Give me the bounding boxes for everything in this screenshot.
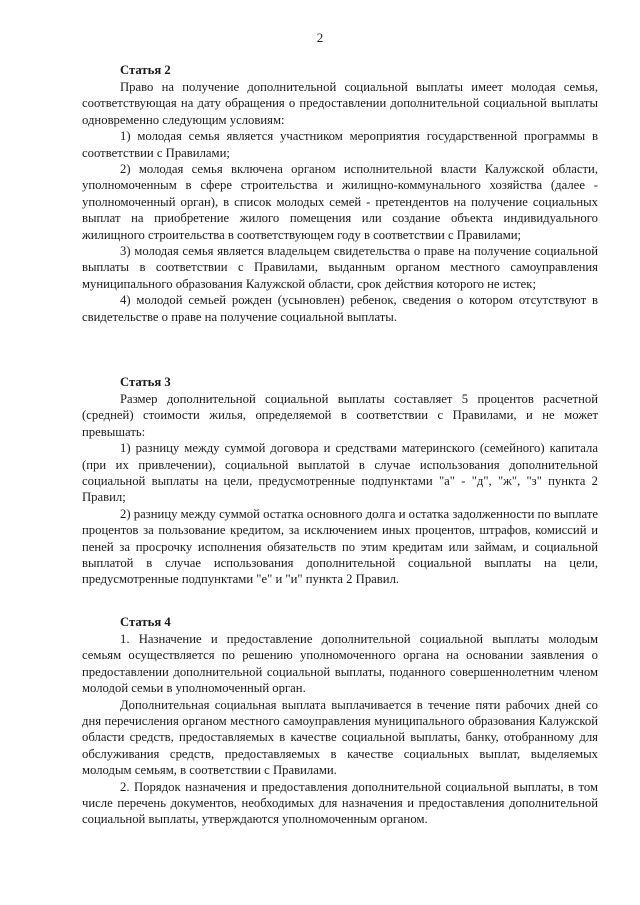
article-2	[82, 62, 598, 325]
article-3	[82, 374, 598, 588]
paragraph: Дополнительная социальная выплата выплачивается в течение пяти рабочих дней со дня перечисления органом местного самоуправления муниципального образования Калужской области средств, предоставляемых в качестве социальной выплаты, банку, отобранному для обслуживания средств, предоставляемых в качестве социальных выплат, выделяемых молодым семьям, в соответствии с Правилами.	[82, 697, 598, 778]
paragraph: Право на получение дополнительной социальной выплаты имеет молодая семья, соответствующая на дату обращения о предоставлении дополнительной социальной выплаты одновременно следующим условиям:	[82, 80, 598, 127]
article-heading: Статья 2	[120, 63, 171, 77]
paragraph: 2) молодая семья включена органом исполнительной власти Калужской области, уполномоченным в сфере строительства и жилищно-коммунального хозяйства (далее - уполномоченный орган), в список молодых семей - претендентов на получение социальных выплат на приобретение жилого помещения или создание объекта индивидуального жилищного строительства в соответствующем году в соответствии с Правилами;	[82, 162, 598, 242]
paragraph: 4) молодой семьей рожден (усыновлен) ребенок, сведения о котором отсутствуют в свидетельстве о праве на получение социальной выплаты.	[82, 293, 598, 324]
paragraph: 2. Порядок назначения и предоставления дополнительной социальной выплаты, в том числе перечень документов, необходимых для назначения и предоставления дополнительной социальной выплаты, утверждаются уполномоченным органом.	[82, 779, 598, 827]
paragraph: 2) разницу между суммой остатка основного долга и остатка задолженности по выплате процентов за пользование кредитом, за исключением иных процентов, штрафов, комиссий и пеней за просрочку исполнения обязательств по этим кредитам или займам, и социальной выплатой в случае использования дополнительной социальной выплаты на цели, предусмотренные подпунктами "е" и "и" пункта 2 Правил.	[82, 506, 598, 587]
paragraph: 1. Назначение и предоставление дополнительной социальной выплаты молодым семьям осуществляется по решению уполномоченного органа на основании заявления о предоставлении дополнительной социальной выплаты, поданного совершеннолетним членом молодой семьи в уполномоченный орган.	[82, 632, 598, 696]
article-heading: Статья 4	[120, 615, 171, 629]
page-number: 2	[316, 30, 324, 45]
article-heading: Статья 3	[120, 375, 171, 389]
article-4	[82, 614, 598, 828]
paragraph: 3) молодая семья является владельцем свидетельства о праве на получение социальной выплаты в соответствии с Правилами, выданным органом местного самоуправления муниципального образования Калужской области, срок действия которого не истек;	[82, 244, 598, 291]
paragraph: Размер дополнительной социальной выплаты составляет 5 процентов расчетной (средней) стоимости жилья, определяемой в соответствии с Правилами, и не может превышать:	[82, 392, 598, 439]
paragraph: 1) разницу между суммой договора и средствами материнского (семейного) капитала (при их привлечении), социальной выплатой в случае использования дополнительной социальной выплаты на цели, предусмотренные подпунктами "а" - "д", "ж", "з" пункта 2 Правил;	[82, 441, 598, 505]
paragraph: 1) молодая семья является участником мероприятия государственной программы в соответствии с Правилами;	[82, 129, 598, 160]
